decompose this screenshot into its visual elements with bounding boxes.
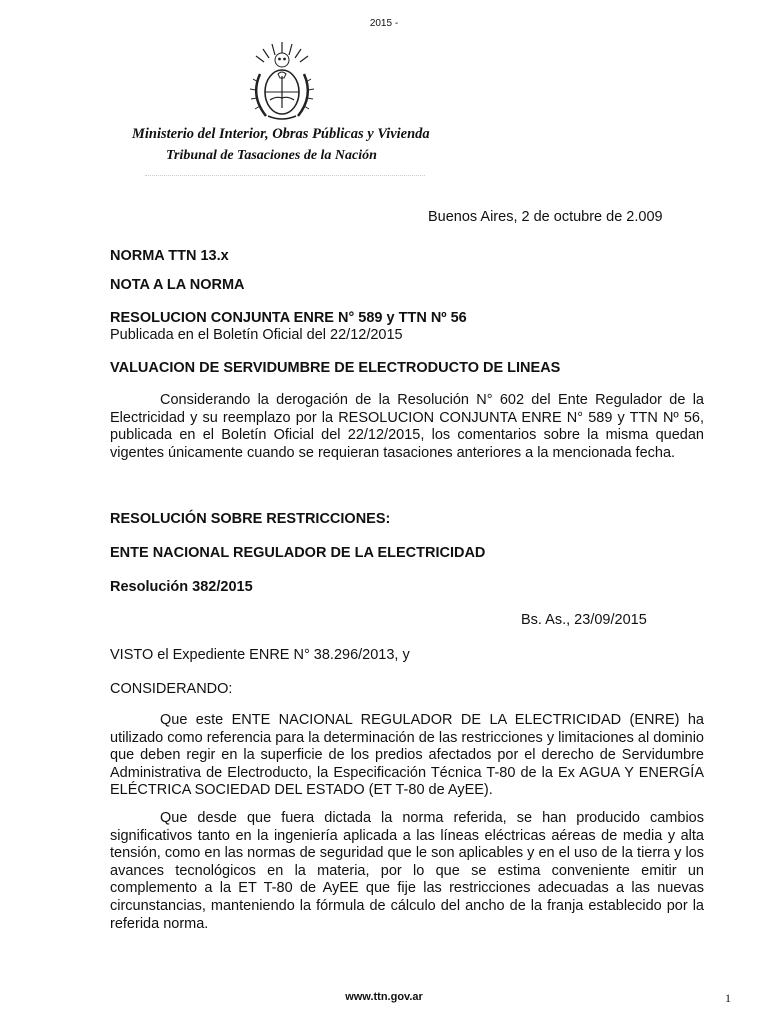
valuacion-heading: VALUACION DE SERVIDUMBRE DE ELECTRODUCTO DE LINEAS	[110, 360, 561, 376]
paragraph-cambios-significativos: Que desde que fuera dictada la norma referida, se han producido cambios significativos tanto en la ingeniería aplicada a las líneas eléctricas aéreas de media y alta tensión, como en las normas de seguridad que le son aplicables y en el uso de la tierra y los avances tecnológicos en la materia, por lo que se estima conveniente emitir un complemento a la ET T-80 de AyEE que fije las restricciones adecuadas a las nuevas circunstancias, manteniendo la fórmula de cálculo del ancho de la franja establecido por la referida norma.	[110, 810, 704, 932]
considerando-heading: CONSIDERANDO:	[110, 681, 233, 697]
nota-heading: NOTA A LA NORMA	[110, 277, 245, 293]
restricciones-heading: RESOLUCIÓN SOBRE RESTRICCIONES:	[110, 511, 391, 527]
resolucion-conjunta-heading: RESOLUCION CONJUNTA ENRE N° 589 y TTN Nº 56	[110, 310, 467, 326]
bsas-date: Bs. As., 23/09/2015	[521, 612, 647, 628]
paragraph-considerando-derogacion: Considerando la derogación de la Resolución N° 602 del Ente Regulador de la Electricidad y su reemplazo por la RESOLUCION CONJUNTA ENRE N° 589 y TTN Nº 56, publicada en el Boletín Oficial del 22/12/2015, los comentarios sobre la misma quedan vigentes únicamente cuando se requieran tasaciones anteriores a la mencionada fecha.	[110, 392, 704, 461]
coat-of-arms-seal-icon	[246, 40, 318, 124]
visto-line: VISTO el Expediente ENRE N° 38.296/2013, y	[110, 647, 410, 663]
footer-website-link[interactable]: www.ttn.gov.ar	[345, 991, 423, 1003]
page-number: 1	[725, 991, 731, 1005]
publicada-line: Publicada en el Boletín Oficial del 22/12/2015	[110, 327, 403, 343]
paragraph-ente-referencia: Que este ENTE NACIONAL REGULADOR DE LA ELECTRICIDAD (ENRE) ha utilizado como referencia para la determinación de las restricciones y limitaciones al dominio que deben regir en la superficie de los predios afectados por el derecho de Servidumbre Administrativa de Electroducto, la Especificación Técnica T-80 de la Ex AGUA Y ENERGÍA ELÉCTRICA SOCIEDAD DEL ESTADO (ET T-80 de AyEE).	[110, 712, 704, 799]
header-divider	[145, 175, 425, 176]
header-year-text: 2015 -	[369, 18, 399, 29]
ente-heading: ENTE NACIONAL REGULADOR DE LA ELECTRICIDAD	[110, 545, 486, 561]
document-date: Buenos Aires, 2 de octubre de 2.009	[428, 209, 663, 225]
ministry-name: Ministerio del Interior, Obras Públicas y Vivienda	[132, 126, 430, 142]
resolucion-382-heading: Resolución 382/2015	[110, 579, 253, 595]
tribunal-name: Tribunal de Tasaciones de la Nación	[166, 148, 377, 163]
norma-heading: NORMA TTN 13.x	[110, 248, 229, 264]
